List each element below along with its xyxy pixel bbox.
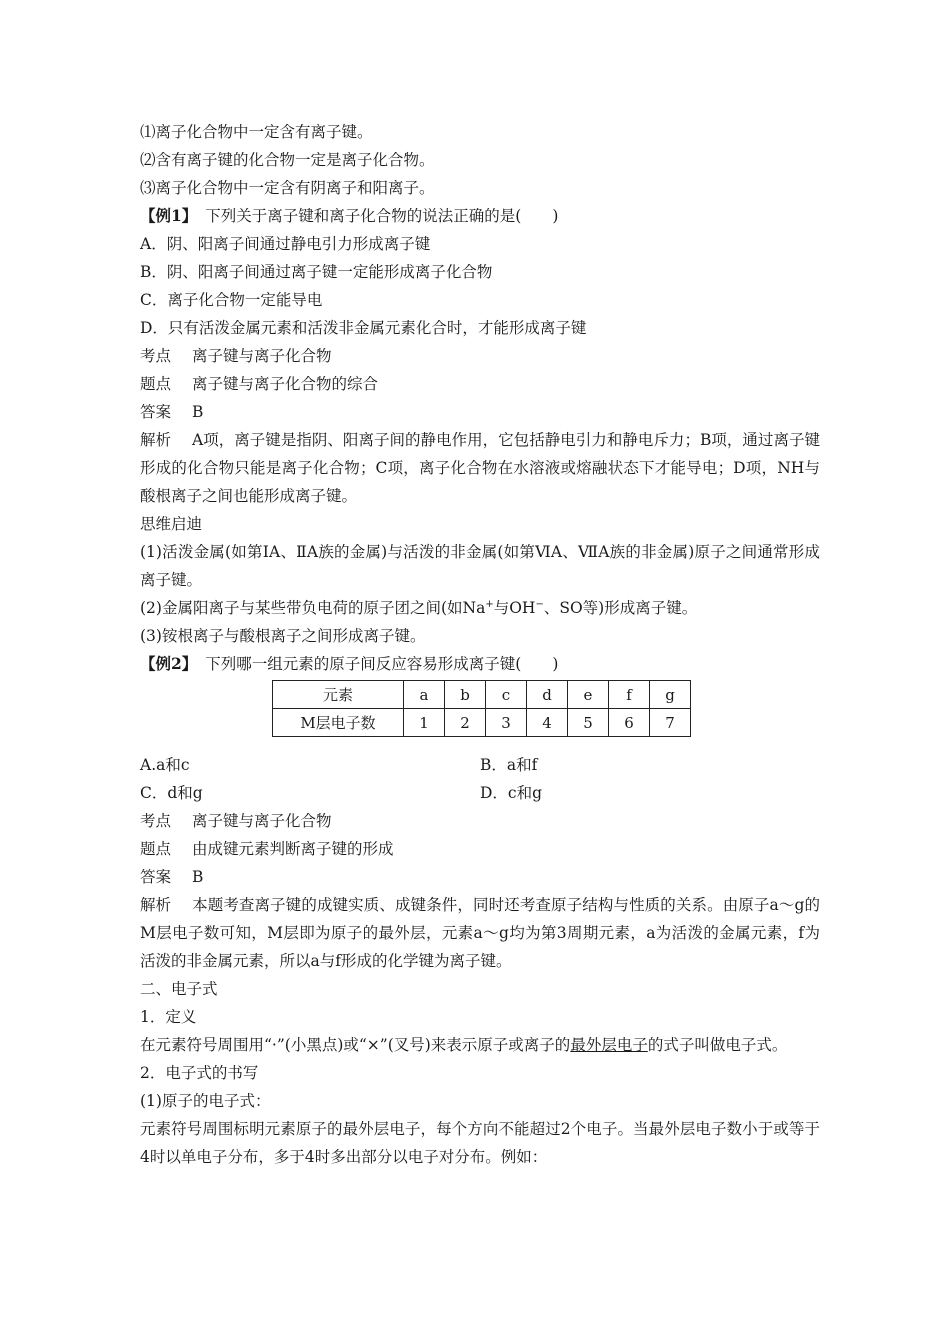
element-table-wrap <box>140 680 820 737</box>
answer-value: B <box>192 403 204 421</box>
example1-option-d: D．只有活泼金属元素和活泼非金属元素化合时，才能形成离子键 <box>140 319 587 337</box>
section2-title: 二、电子式 <box>140 980 218 998</box>
example1-question: 下列关于离子键和离子化合物的说法正确的是( ) <box>205 207 559 225</box>
example1-tidian <box>140 370 820 398</box>
example2-tidian <box>140 835 820 863</box>
example2-options-row1 <box>140 751 820 779</box>
thinking-p2-sup1: + <box>485 598 494 610</box>
example1-question-line <box>140 202 820 230</box>
definition-text-a: 在元素符号周围用“·”(小黑点)或“×”(叉号)来表示原子或离子的 <box>140 1036 571 1054</box>
example2-answer <box>140 863 820 891</box>
table-row <box>273 681 691 709</box>
example2-option-a: A.a和c <box>140 756 190 774</box>
example2-question-line <box>140 650 820 678</box>
thinking-point-1: (1)活泼金属(如第ⅠA、ⅡA族的金属)与活泼的非金属(如第ⅥA、ⅦA族的非金属)原子之间通常形成离子键。 <box>140 543 820 589</box>
kaodian-value: 离子键与离子化合物 <box>192 812 332 830</box>
example1-answer <box>140 398 820 426</box>
analysis-label: 解析 <box>140 896 172 914</box>
answer-value: B <box>192 868 204 886</box>
example1-kaodian <box>140 342 820 370</box>
analysis-text: A项，离子键是指阴、阳离子间的静电作用，它包括静电引力和静电斥力；B项，通过离子键形成的化合物只能是离子化合物；C项，离子化合物在水溶液或熔融状态下才能导电；D项，NH与酸根离子之间也能形成离子键。 <box>140 431 820 505</box>
thinking-title: 思维启迪 <box>140 515 203 533</box>
analysis-text: 本题考查离子键的成键实质、成键条件，同时还考查原子结构与性质的关系。由原子a～g的M层电子数可知，M层即为原子的最外层，元素a～g均为第3周期元素，a为活泼的金属元素，f为活泼的非金属元素，所以a与f形成的化学键为离子键。 <box>140 896 820 970</box>
example2-analysis <box>140 891 820 975</box>
example2-kaodian <box>140 807 820 835</box>
analysis-label: 解析 <box>140 431 172 449</box>
example2-options-row2 <box>140 779 820 807</box>
element-table <box>272 680 691 737</box>
thinking-point-3: (3)铵根离子与酸根离子之间形成离子键。 <box>140 627 426 645</box>
thinking-point-2 <box>140 594 820 622</box>
table-cell: b <box>445 681 486 709</box>
point-1: ⑴离子化合物中一定含有离子键。 <box>140 123 373 141</box>
thinking-p2-c: 、SO等)形成离子键。 <box>543 599 698 617</box>
example1-option-b: B．阴、阳离子间通过离子键一定能形成离子化合物 <box>140 263 493 281</box>
table-cell: a <box>404 681 445 709</box>
answer-label: 答案 <box>140 868 172 886</box>
example2-question: 下列哪一组元素的原子间反应容易形成离子键( ) <box>205 655 559 673</box>
point-2: ⑵含有离子键的化合物一定是离子化合物。 <box>140 151 435 169</box>
table-cell: 元素 <box>273 681 404 709</box>
table-cell: 4 <box>527 709 568 737</box>
example1-option-c: C．离子化合物一定能导电 <box>140 291 323 309</box>
example1-tag: 【例1】 <box>140 206 198 225</box>
answer-label: 答案 <box>140 403 172 421</box>
kaodian-value: 离子键与离子化合物 <box>192 347 332 365</box>
thinking-p2-b: 与OH <box>493 599 536 617</box>
tidian-value: 离子键与离子化合物的综合 <box>192 375 379 393</box>
thinking-p2-sup2: − <box>535 598 544 610</box>
document-page <box>140 118 820 1171</box>
example2-option-b: B．a和f <box>480 756 538 774</box>
table-row <box>273 709 691 737</box>
tidian-label: 题点 <box>140 840 172 858</box>
table-cell: e <box>568 681 609 709</box>
example1-option-a: A．阴、阳离子间通过静电引力形成离子键 <box>140 235 431 253</box>
tidian-value: 由成键元素判断离子键的形成 <box>192 840 394 858</box>
writing-title: 2．电子式的书写 <box>140 1064 259 1082</box>
definition-underlined: 最外层电子 <box>570 1036 648 1054</box>
table-cell: d <box>527 681 568 709</box>
table-cell: c <box>486 681 527 709</box>
atom-formula-desc: 元素符号周围标明元素原子的最外层电子，每个方向不能超过2个电子。当最外层电子数小于或等于4时以单电子分布，多于4时多出部分以电子对分布。例如： <box>140 1120 820 1166</box>
definition-text <box>140 1031 820 1059</box>
table-cell: 5 <box>568 709 609 737</box>
atom-formula-title: (1)原子的电子式： <box>140 1092 271 1110</box>
thinking-p2-a: (2)金属阳离子与某些带负电荷的原子团之间(如Na <box>140 599 486 617</box>
table-cell: 6 <box>609 709 650 737</box>
tidian-label: 题点 <box>140 375 172 393</box>
table-cell: g <box>650 681 691 709</box>
table-cell: 2 <box>445 709 486 737</box>
example2-option-c: C．d和g <box>140 784 203 802</box>
point-3: ⑶离子化合物中一定含有阴离子和阳离子。 <box>140 179 435 197</box>
table-cell: 7 <box>650 709 691 737</box>
table-cell: 3 <box>486 709 527 737</box>
definition-title: 1．定义 <box>140 1008 197 1026</box>
kaodian-label: 考点 <box>140 812 172 830</box>
definition-text-b: 的式子叫做电子式。 <box>647 1036 788 1054</box>
kaodian-label: 考点 <box>140 347 172 365</box>
example1-analysis <box>140 426 820 510</box>
example2-option-d: D．c和g <box>480 784 543 802</box>
table-cell: M层电子数 <box>273 709 404 737</box>
table-cell: f <box>609 681 650 709</box>
example2-tag: 【例2】 <box>140 654 198 673</box>
table-cell: 1 <box>404 709 445 737</box>
